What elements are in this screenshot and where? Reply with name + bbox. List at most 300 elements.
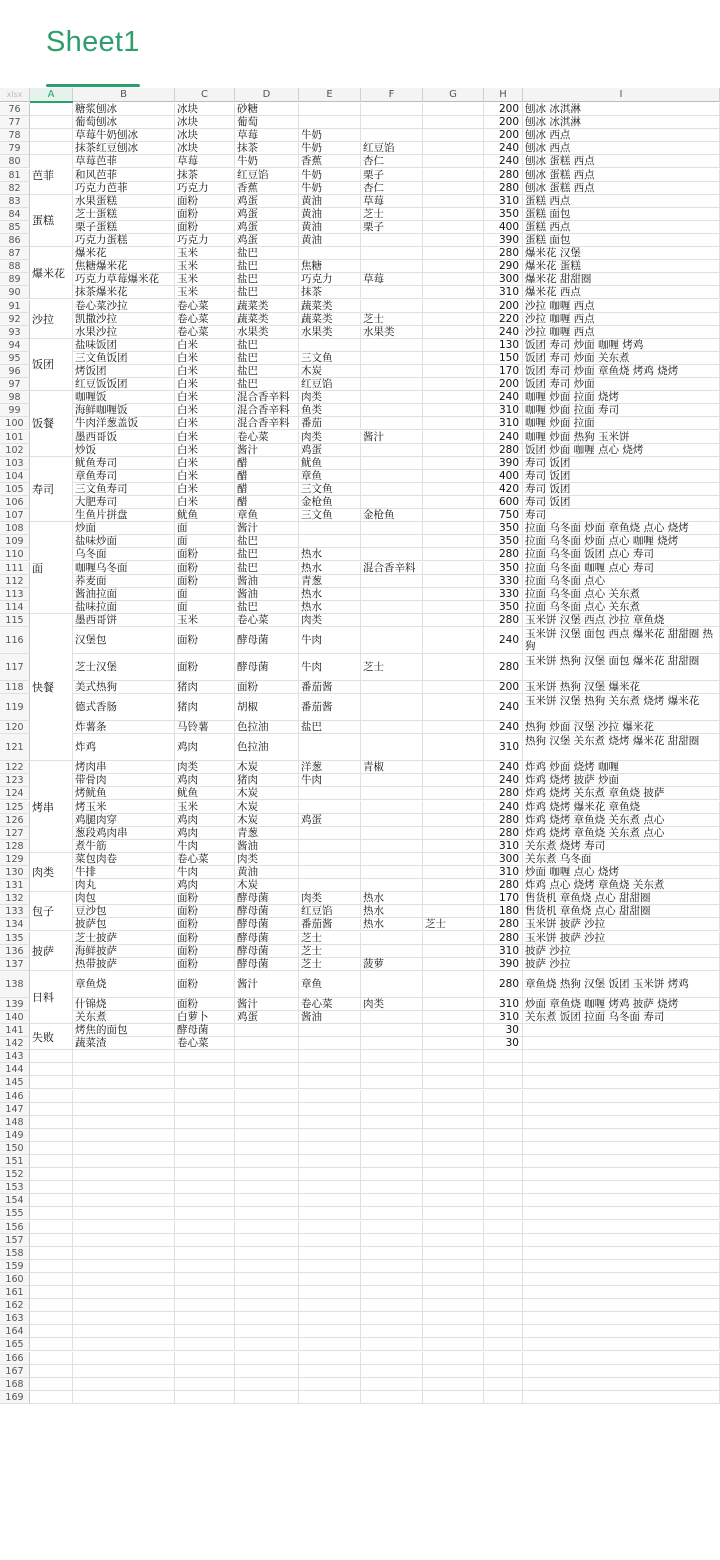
cell-c[interactable] [175, 1247, 235, 1260]
cell-f[interactable] [361, 1312, 423, 1325]
cell-e[interactable] [299, 853, 361, 866]
row-number[interactable]: 96 [0, 365, 30, 378]
cell-g[interactable] [423, 1011, 484, 1024]
cell-e[interactable] [299, 1194, 361, 1207]
cell-h[interactable]: 280 [484, 182, 523, 195]
cell-h[interactable] [484, 1365, 523, 1378]
cell-b[interactable]: 海鲜披萨 [73, 945, 175, 958]
cell-g[interactable] [423, 787, 484, 800]
cell-f[interactable] [361, 1063, 423, 1076]
cell-c[interactable]: 白米 [175, 365, 235, 378]
cell-c[interactable]: 冰块 [175, 129, 235, 142]
row-number[interactable]: 125 [0, 801, 30, 814]
cell-c[interactable] [175, 1338, 235, 1351]
cell-b[interactable]: 巧克力草莓爆米花 [73, 273, 175, 286]
cell-h[interactable]: 310 [484, 734, 523, 761]
cell-d[interactable] [235, 1299, 299, 1312]
cell-e[interactable]: 巧克力 [299, 273, 361, 286]
cell-i[interactable]: 刨冰 西点 [523, 129, 720, 142]
column-header-e[interactable]: E [299, 88, 361, 102]
cell-e[interactable]: 黄油 [299, 195, 361, 208]
row-number[interactable]: 122 [0, 761, 30, 774]
cell-i[interactable] [523, 1286, 720, 1299]
row-number[interactable]: 132 [0, 892, 30, 905]
cell-h[interactable]: 350 [484, 208, 523, 221]
cell-c[interactable] [175, 1365, 235, 1378]
cell-f[interactable] [361, 840, 423, 853]
cell-h[interactable]: 30 [484, 1037, 523, 1050]
cell-g[interactable] [423, 1168, 484, 1181]
cell-d[interactable]: 酵母菌 [235, 945, 299, 958]
cell-e[interactable] [299, 1221, 361, 1234]
cell-a[interactable] [30, 142, 73, 155]
cell-g[interactable] [423, 155, 484, 168]
cell-e[interactable]: 牛肉 [299, 774, 361, 787]
row-number[interactable]: 91 [0, 300, 30, 313]
cell-b[interactable]: 豆沙包 [73, 905, 175, 918]
cell-a[interactable] [30, 129, 73, 142]
cell-f[interactable]: 草莓 [361, 273, 423, 286]
cell-h[interactable]: 290 [484, 260, 523, 273]
cell-h[interactable]: 350 [484, 522, 523, 535]
cell-b[interactable]: 炸薯条 [73, 721, 175, 734]
cell-d[interactable]: 酱油 [235, 840, 299, 853]
cell-c[interactable]: 卷心菜 [175, 313, 235, 326]
cell-h[interactable]: 330 [484, 588, 523, 601]
cell-d[interactable] [235, 1234, 299, 1247]
cell-b[interactable] [73, 1194, 175, 1207]
cell-d[interactable]: 盐巴 [235, 365, 299, 378]
cell-h[interactable]: 240 [484, 155, 523, 168]
cell-e[interactable]: 红豆馅 [299, 378, 361, 391]
cell-b[interactable]: 鸡腿肉穿 [73, 814, 175, 827]
row-number[interactable]: 99 [0, 404, 30, 417]
row-number[interactable]: 114 [0, 601, 30, 614]
cell-f[interactable]: 混合香辛料 [361, 562, 423, 575]
cell-f[interactable]: 热水 [361, 892, 423, 905]
row-number[interactable]: 111 [0, 562, 30, 575]
cell-g[interactable] [423, 1181, 484, 1194]
cell-c[interactable]: 面粉 [175, 575, 235, 588]
cell-a[interactable] [30, 1260, 73, 1273]
cell-e[interactable] [299, 1378, 361, 1391]
cell-h[interactable]: 280 [484, 879, 523, 892]
cell-f[interactable] [361, 801, 423, 814]
cell-b[interactable] [73, 1181, 175, 1194]
cell-f[interactable] [361, 391, 423, 404]
cell-c[interactable] [175, 1194, 235, 1207]
cell-b[interactable]: 德式香肠 [73, 694, 175, 721]
cell-g[interactable] [423, 1050, 484, 1063]
row-number[interactable]: 106 [0, 496, 30, 509]
cell-e[interactable]: 肉类 [299, 614, 361, 627]
row-number[interactable]: 124 [0, 787, 30, 800]
cell-h[interactable]: 280 [484, 444, 523, 457]
cell-f[interactable] [361, 234, 423, 247]
cell-i[interactable]: 刨冰 蛋糕 西点 [523, 155, 720, 168]
cell-e[interactable]: 牛奶 [299, 129, 361, 142]
cell-e[interactable]: 洋葱 [299, 761, 361, 774]
cell-i[interactable] [523, 1116, 720, 1129]
category-cell[interactable]: 烤串 [30, 761, 73, 853]
cell-d[interactable]: 盐巴 [235, 535, 299, 548]
cell-c[interactable]: 白米 [175, 352, 235, 365]
cell-b[interactable] [73, 1234, 175, 1247]
cell-b[interactable]: 抹茶爆米花 [73, 286, 175, 299]
cell-c[interactable]: 白米 [175, 404, 235, 417]
cell-f[interactable]: 杏仁 [361, 182, 423, 195]
cell-c[interactable]: 巧克力 [175, 182, 235, 195]
cell-b[interactable] [73, 1312, 175, 1325]
column-header-c[interactable]: C [175, 88, 235, 102]
cell-e[interactable]: 香蕉 [299, 155, 361, 168]
cell-e[interactable]: 番茄酱 [299, 681, 361, 694]
cell-h[interactable]: 280 [484, 654, 523, 681]
cell-d[interactable]: 盐巴 [235, 273, 299, 286]
cell-i[interactable]: 拉面 乌冬面 点心 关东煮 [523, 588, 720, 601]
row-number[interactable]: 77 [0, 116, 30, 129]
cell-i[interactable]: 拉面 乌冬面 饭团 点心 寿司 [523, 548, 720, 561]
cell-g[interactable] [423, 1247, 484, 1260]
cell-c[interactable] [175, 1273, 235, 1286]
cell-d[interactable]: 卷心菜 [235, 614, 299, 627]
cell-d[interactable]: 鸡蛋 [235, 1011, 299, 1024]
row-number[interactable]: 119 [0, 694, 30, 721]
cell-g[interactable] [423, 535, 484, 548]
cell-g[interactable] [423, 1076, 484, 1089]
cell-g[interactable] [423, 1155, 484, 1168]
cell-g[interactable] [423, 286, 484, 299]
cell-i[interactable]: 寿司 [523, 509, 720, 522]
cell-b[interactable]: 炒饭 [73, 444, 175, 457]
cell-c[interactable]: 卷心菜 [175, 300, 235, 313]
cell-g[interactable] [423, 892, 484, 905]
cell-g[interactable] [423, 1352, 484, 1365]
cell-f[interactable] [361, 575, 423, 588]
cell-h[interactable]: 200 [484, 378, 523, 391]
cell-h[interactable] [484, 1312, 523, 1325]
cell-g[interactable] [423, 1378, 484, 1391]
cell-d[interactable] [235, 1260, 299, 1273]
cell-i[interactable] [523, 1050, 720, 1063]
cell-e[interactable]: 番茄 [299, 417, 361, 430]
cell-c[interactable]: 玉米 [175, 286, 235, 299]
cell-c[interactable]: 冰块 [175, 116, 235, 129]
cell-c[interactable]: 面粉 [175, 971, 235, 998]
cell-e[interactable]: 盐巴 [299, 721, 361, 734]
cell-d[interactable]: 酱汁 [235, 522, 299, 535]
cell-f[interactable] [361, 1365, 423, 1378]
cell-e[interactable] [299, 1260, 361, 1273]
cell-i[interactable] [523, 1352, 720, 1365]
cell-g[interactable] [423, 1194, 484, 1207]
category-cell[interactable]: 肉类 [30, 853, 73, 892]
cell-d[interactable]: 醋 [235, 457, 299, 470]
cell-d[interactable]: 肉类 [235, 853, 299, 866]
cell-i[interactable]: 拉面 乌冬面 点心 关东煮 [523, 601, 720, 614]
cell-g[interactable] [423, 247, 484, 260]
cell-h[interactable]: 280 [484, 971, 523, 998]
row-number[interactable]: 155 [0, 1207, 30, 1220]
cell-i[interactable]: 蛋糕 面包 [523, 234, 720, 247]
cell-f[interactable] [361, 300, 423, 313]
cell-e[interactable] [299, 1063, 361, 1076]
cell-g[interactable] [423, 998, 484, 1011]
cell-c[interactable]: 冰块 [175, 142, 235, 155]
cell-i[interactable] [523, 1234, 720, 1247]
cell-c[interactable]: 马铃薯 [175, 721, 235, 734]
cell-b[interactable] [73, 1338, 175, 1351]
row-number[interactable]: 129 [0, 853, 30, 866]
cell-i[interactable]: 玉米饼 汉堡 热狗 关东煮 烧烤 爆米花 [523, 694, 720, 721]
cell-a[interactable] [30, 1129, 73, 1142]
cell-d[interactable]: 盐巴 [235, 601, 299, 614]
cell-a[interactable] [30, 103, 73, 116]
cell-d[interactable] [235, 1194, 299, 1207]
cell-i[interactable] [523, 1155, 720, 1168]
row-number[interactable]: 140 [0, 1011, 30, 1024]
cell-i[interactable] [523, 1103, 720, 1116]
cell-h[interactable]: 200 [484, 300, 523, 313]
cell-f[interactable] [361, 614, 423, 627]
cell-c[interactable] [175, 1378, 235, 1391]
row-number[interactable]: 108 [0, 522, 30, 535]
cell-d[interactable]: 葡萄 [235, 116, 299, 129]
cell-g[interactable] [423, 339, 484, 352]
cell-i[interactable]: 玉米饼 汉堡 西点 沙拉 章鱼烧 [523, 614, 720, 627]
cell-e[interactable]: 蔬菜类 [299, 313, 361, 326]
cell-c[interactable]: 鸡肉 [175, 774, 235, 787]
cell-i[interactable]: 玉米饼 披萨 沙拉 [523, 918, 720, 931]
cell-i[interactable] [523, 1076, 720, 1089]
cell-d[interactable]: 卷心菜 [235, 431, 299, 444]
cell-d[interactable] [235, 1181, 299, 1194]
cell-g[interactable] [423, 1142, 484, 1155]
cell-f[interactable] [361, 627, 423, 654]
cell-g[interactable] [423, 905, 484, 918]
cell-i[interactable]: 咖喱 炒面 拉面 [523, 417, 720, 430]
cell-b[interactable]: 肉丸 [73, 879, 175, 892]
cell-g[interactable] [423, 273, 484, 286]
cell-i[interactable]: 咖喱 炒面 拉面 寿司 [523, 404, 720, 417]
cell-f[interactable] [361, 470, 423, 483]
cell-d[interactable]: 水果类 [235, 326, 299, 339]
cell-f[interactable] [361, 339, 423, 352]
row-number[interactable]: 89 [0, 273, 30, 286]
cell-b[interactable] [73, 1352, 175, 1365]
cell-h[interactable]: 240 [484, 627, 523, 654]
cell-i[interactable]: 沙拉 咖喱 西点 [523, 300, 720, 313]
cell-e[interactable]: 红豆馅 [299, 905, 361, 918]
cell-g[interactable] [423, 1338, 484, 1351]
cell-a[interactable] [30, 1378, 73, 1391]
cell-i[interactable]: 玉米饼 热狗 汉堡 爆米花 [523, 681, 720, 694]
cell-f[interactable] [361, 260, 423, 273]
cell-g[interactable] [423, 1221, 484, 1234]
column-header-a[interactable]: A [30, 88, 73, 102]
cell-c[interactable]: 白米 [175, 378, 235, 391]
cell-d[interactable]: 盐巴 [235, 352, 299, 365]
cell-c[interactable] [175, 1312, 235, 1325]
cell-b[interactable] [73, 1260, 175, 1273]
cell-h[interactable]: 310 [484, 866, 523, 879]
cell-f[interactable] [361, 1142, 423, 1155]
cell-h[interactable]: 280 [484, 548, 523, 561]
cell-e[interactable]: 黄油 [299, 234, 361, 247]
cell-b[interactable]: 抹茶红豆刨冰 [73, 142, 175, 155]
cell-i[interactable] [523, 1378, 720, 1391]
cell-c[interactable] [175, 1090, 235, 1103]
cell-i[interactable]: 饭团 炒面 咖喱 点心 烧烤 [523, 444, 720, 457]
cell-e[interactable] [299, 1090, 361, 1103]
cell-h[interactable] [484, 1103, 523, 1116]
cell-h[interactable] [484, 1076, 523, 1089]
cell-g[interactable] [423, 548, 484, 561]
cell-a[interactable] [30, 1299, 73, 1312]
cell-g[interactable] [423, 1103, 484, 1116]
cell-b[interactable] [73, 1273, 175, 1286]
cell-e[interactable] [299, 1116, 361, 1129]
cell-e[interactable] [299, 827, 361, 840]
category-cell[interactable]: 日料 [30, 971, 73, 1024]
cell-b[interactable]: 水果蛋糕 [73, 195, 175, 208]
cell-f[interactable] [361, 1024, 423, 1037]
cell-e[interactable] [299, 1037, 361, 1050]
cell-d[interactable]: 蔬菜类 [235, 313, 299, 326]
cell-h[interactable] [484, 1129, 523, 1142]
row-number[interactable]: 141 [0, 1024, 30, 1037]
row-number[interactable]: 156 [0, 1221, 30, 1234]
cell-b[interactable] [73, 1286, 175, 1299]
cell-h[interactable] [484, 1090, 523, 1103]
cell-h[interactable]: 280 [484, 614, 523, 627]
cell-b[interactable] [73, 1103, 175, 1116]
row-number[interactable]: 113 [0, 588, 30, 601]
cell-h[interactable] [484, 1155, 523, 1168]
cell-c[interactable] [175, 1234, 235, 1247]
cell-c[interactable]: 玉米 [175, 260, 235, 273]
cell-h[interactable]: 310 [484, 404, 523, 417]
row-number[interactable]: 88 [0, 260, 30, 273]
cell-i[interactable]: 刨冰 蛋糕 西点 [523, 169, 720, 182]
cell-g[interactable] [423, 853, 484, 866]
cell-e[interactable] [299, 1325, 361, 1338]
cell-b[interactable]: 盐味炒面 [73, 535, 175, 548]
cell-h[interactable]: 310 [484, 945, 523, 958]
cell-c[interactable]: 面粉 [175, 627, 235, 654]
cell-f[interactable] [361, 1011, 423, 1024]
cell-d[interactable]: 盐巴 [235, 562, 299, 575]
cell-b[interactable] [73, 1063, 175, 1076]
cell-c[interactable]: 鸡肉 [175, 879, 235, 892]
cell-f[interactable] [361, 1194, 423, 1207]
row-number[interactable]: 164 [0, 1325, 30, 1338]
cell-f[interactable] [361, 1234, 423, 1247]
row-number[interactable]: 102 [0, 444, 30, 457]
cell-c[interactable]: 卷心菜 [175, 326, 235, 339]
cell-f[interactable] [361, 814, 423, 827]
cell-a[interactable] [30, 1155, 73, 1168]
cell-e[interactable] [299, 1076, 361, 1089]
cell-b[interactable]: 炸鸡 [73, 734, 175, 761]
cell-b[interactable]: 爆米花 [73, 247, 175, 260]
cell-g[interactable] [423, 431, 484, 444]
column-header-d[interactable]: D [235, 88, 299, 102]
cell-i[interactable]: 披萨 沙拉 [523, 945, 720, 958]
cell-b[interactable]: 盐味饭团 [73, 339, 175, 352]
row-number[interactable]: 85 [0, 221, 30, 234]
row-number[interactable]: 151 [0, 1155, 30, 1168]
cell-i[interactable]: 炒面 章鱼烧 咖喱 烤鸡 披萨 烧烤 [523, 998, 720, 1011]
cell-f[interactable] [361, 1076, 423, 1089]
cell-g[interactable] [423, 1063, 484, 1076]
cell-d[interactable] [235, 1063, 299, 1076]
cell-g[interactable] [423, 509, 484, 522]
category-cell[interactable]: 寿司 [30, 457, 73, 523]
cell-b[interactable]: 海鲜咖喱饭 [73, 404, 175, 417]
row-number[interactable]: 92 [0, 313, 30, 326]
cell-e[interactable]: 热水 [299, 601, 361, 614]
cell-h[interactable]: 390 [484, 234, 523, 247]
cell-e[interactable] [299, 1338, 361, 1351]
cell-i[interactable]: 拉面 乌冬面 炒面 章鱼烧 点心 烧烤 [523, 522, 720, 535]
row-number[interactable]: 150 [0, 1142, 30, 1155]
cell-e[interactable]: 芝士 [299, 958, 361, 971]
cell-f[interactable] [361, 352, 423, 365]
cell-d[interactable]: 酱油 [235, 588, 299, 601]
category-cell[interactable]: 包子 [30, 892, 73, 931]
cell-e[interactable] [299, 1234, 361, 1247]
row-number[interactable]: 148 [0, 1116, 30, 1129]
cell-f[interactable] [361, 1299, 423, 1312]
cell-i[interactable]: 饭团 寿司 炒面 关东煮 [523, 352, 720, 365]
cell-b[interactable] [73, 1076, 175, 1089]
cell-g[interactable] [423, 444, 484, 457]
cell-h[interactable] [484, 1352, 523, 1365]
cell-d[interactable] [235, 1024, 299, 1037]
cell-c[interactable]: 白米 [175, 470, 235, 483]
cell-d[interactable] [235, 1155, 299, 1168]
cell-g[interactable] [423, 1037, 484, 1050]
category-cell[interactable]: 爆米花 [30, 247, 73, 299]
cell-h[interactable] [484, 1338, 523, 1351]
cell-i[interactable]: 炸鸡 烧烤 章鱼烧 关东煮 点心 [523, 814, 720, 827]
cell-d[interactable]: 蔬菜类 [235, 300, 299, 313]
cell-c[interactable]: 玉米 [175, 614, 235, 627]
cell-h[interactable]: 180 [484, 905, 523, 918]
cell-e[interactable] [299, 1299, 361, 1312]
cell-g[interactable] [423, 1260, 484, 1273]
cell-i[interactable]: 爆米花 汉堡 [523, 247, 720, 260]
cell-i[interactable] [523, 1037, 720, 1050]
cell-e[interactable] [299, 1181, 361, 1194]
row-number[interactable]: 142 [0, 1037, 30, 1050]
cell-b[interactable] [73, 1142, 175, 1155]
cell-i[interactable]: 热狗 炒面 汉堡 沙拉 爆米花 [523, 721, 720, 734]
cell-f[interactable] [361, 1391, 423, 1404]
cell-h[interactable]: 130 [484, 339, 523, 352]
cell-g[interactable] [423, 971, 484, 998]
cell-i[interactable]: 寿司 饭团 [523, 470, 720, 483]
cell-d[interactable] [235, 1247, 299, 1260]
cell-b[interactable]: 什锦烧 [73, 998, 175, 1011]
cell-b[interactable]: 蔬菜渣 [73, 1037, 175, 1050]
cell-f[interactable] [361, 879, 423, 892]
cell-b[interactable]: 焦糖爆米花 [73, 260, 175, 273]
cell-b[interactable]: 美式热狗 [73, 681, 175, 694]
cell-h[interactable]: 310 [484, 195, 523, 208]
cell-d[interactable]: 色拉油 [235, 734, 299, 761]
